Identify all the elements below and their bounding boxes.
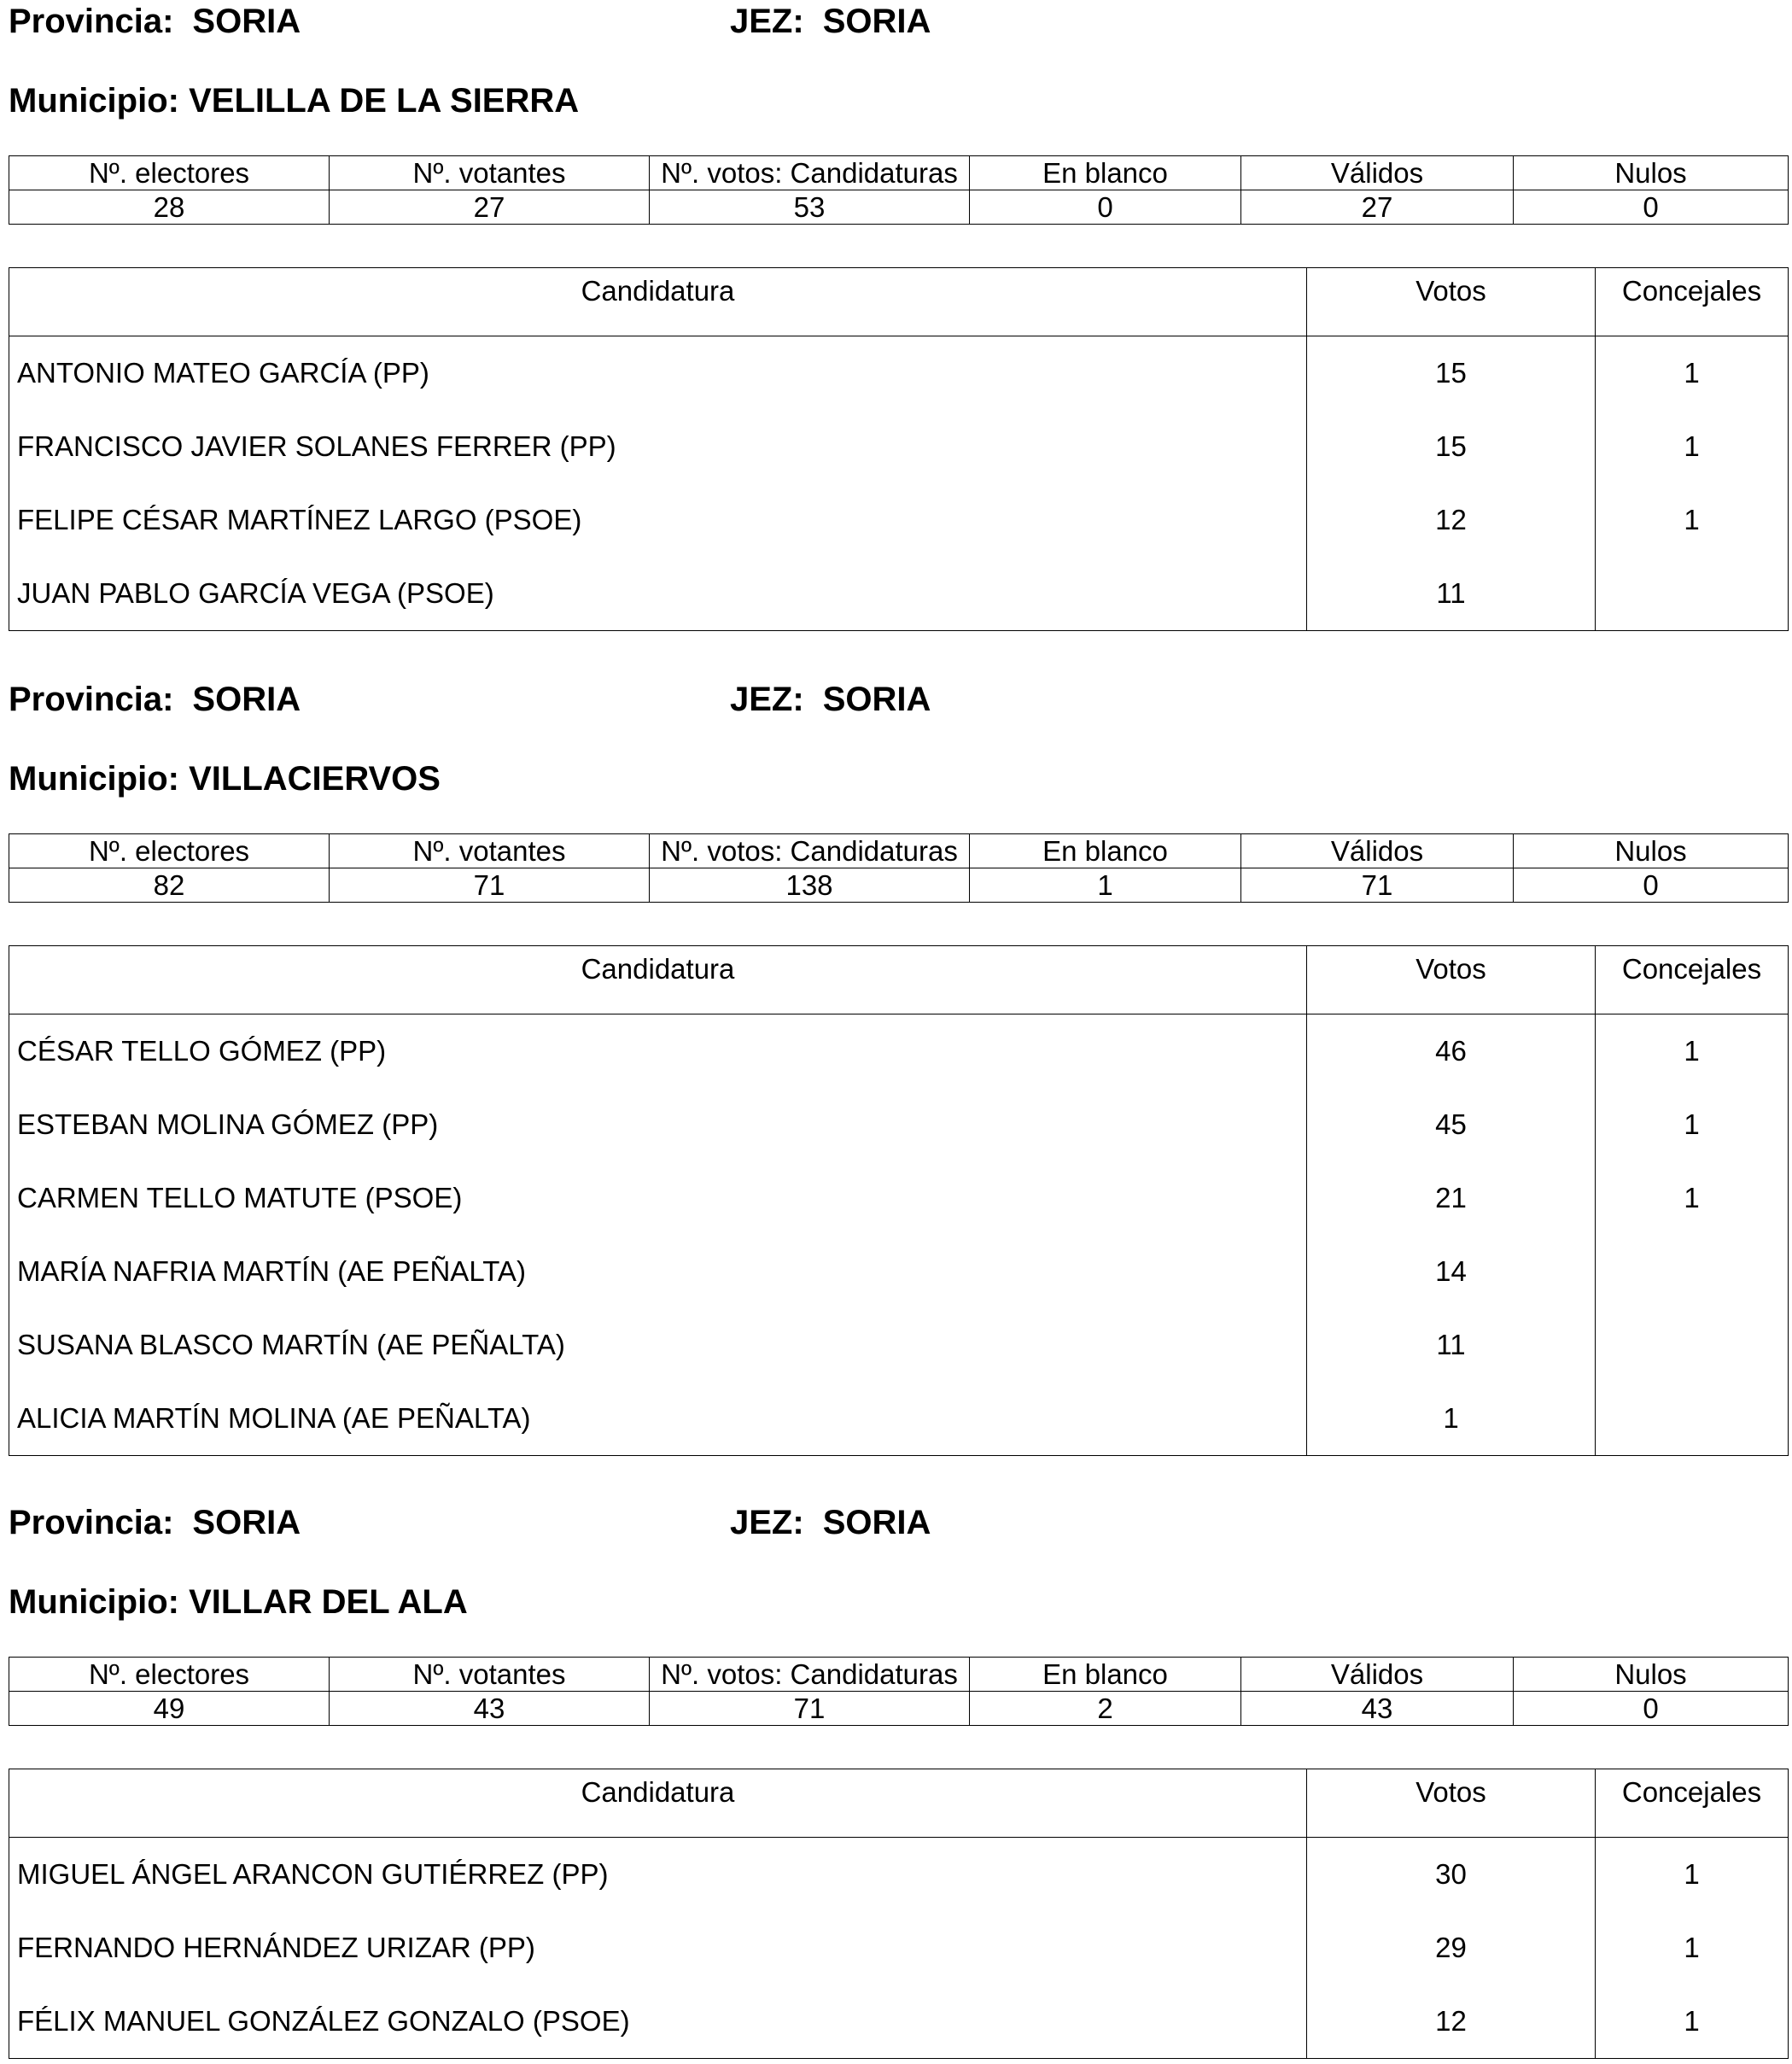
candidate-name: FERNANDO HERNÁNDEZ URIZAR (PP) [17,1932,535,1963]
municipio-value: VELILLA DE LA SIERRA [189,82,580,120]
municipio-value: VILLAR DEL ALA [189,1583,468,1621]
candidate-votos: 1 [1307,1382,1596,1456]
votos-header: Votos [1307,1769,1596,1838]
votos-candidaturas-header: Nº. votos: Candidaturas [650,1658,970,1692]
candidate-votos: 12 [1307,1985,1596,2059]
validos-value: 43 [1241,1692,1514,1726]
candidate-votos: 15 [1307,410,1596,483]
candidate-concejales [1596,1382,1789,1456]
candidate-name: MIGUEL ÁNGEL ARANCON GUTIÉRREZ (PP) [17,1858,609,1890]
candidate-row [9,1088,1789,1161]
candidate-votos: 21 [1307,1161,1596,1235]
candidate-name: JUAN PABLO GARCÍA VEGA (PSOE) [17,577,494,609]
candidate-row [9,1985,1789,2059]
votos-header: Votos [1307,946,1596,1014]
jez-label: JEZ: [730,681,804,718]
candidate-row [9,1161,1789,1235]
en-blanco-header: En blanco [970,834,1241,868]
votos-candidaturas-header: Nº. votos: Candidaturas [650,156,970,190]
candidate-name: CÉSAR TELLO GÓMEZ (PP) [17,1035,387,1067]
stats-header-row [9,1658,1789,1692]
jez-heading [730,1503,931,1542]
candidatura-header: Candidatura [9,946,1307,1014]
municipio-label: Municipio: [9,760,179,798]
en-blanco-header: En blanco [970,1658,1241,1692]
candidatura-header-row [9,268,1789,336]
electores-value: 82 [9,868,330,903]
votos-candidaturas-value: 71 [650,1692,970,1726]
candidate-name: ANTONIO MATEO GARCÍA (PP) [17,357,429,389]
candidate-concejales: 1 [1596,1014,1789,1089]
candidate-votos: 11 [1307,557,1596,631]
candidate-concejales: 1 [1596,1911,1789,1985]
candidate-votos: 15 [1307,336,1596,411]
en-blanco-value: 0 [970,190,1241,225]
votos-candidaturas-value: 53 [650,190,970,225]
candidatura-header: Candidatura [9,268,1307,336]
candidate-votos: 46 [1307,1014,1596,1089]
nulos-value: 0 [1514,1692,1789,1726]
votantes-value: 43 [330,1692,650,1726]
candidate-concejales: 1 [1596,336,1789,411]
candidate-row [9,1014,1789,1089]
stats-value-row [9,1692,1789,1726]
provincia-label: Provincia: [9,1504,174,1541]
stats-value-row [9,190,1789,225]
candidate-name: FRANCISCO JAVIER SOLANES FERRER (PP) [17,430,616,462]
stats-table [9,155,1789,225]
candidatura-table [9,267,1789,631]
nulos-header: Nulos [1514,156,1789,190]
provincia-value: SORIA [192,1504,301,1541]
jez-value: SORIA [822,3,931,40]
jez-value: SORIA [822,1504,931,1541]
candidatura-table [9,1769,1789,2059]
candidate-row [9,1382,1789,1456]
stats-table [9,833,1789,903]
candidate-row [9,1308,1789,1382]
jez-label: JEZ: [730,3,804,40]
electores-value: 49 [9,1692,330,1726]
concejales-header: Concejales [1596,268,1789,336]
validos-header: Válidos [1241,1658,1514,1692]
candidate-concejales [1596,1308,1789,1382]
candidate-name: ALICIA MARTÍN MOLINA (AE PEÑALTA) [17,1402,531,1434]
municipio-label: Municipio: [9,1583,179,1621]
provincia-heading [9,1503,301,1542]
candidate-row [9,410,1789,483]
nulos-header: Nulos [1514,834,1789,868]
nulos-value: 0 [1514,868,1789,903]
provincia-heading [9,680,301,719]
provincia-label: Provincia: [9,681,174,718]
candidatura-header: Candidatura [9,1769,1307,1838]
en-blanco-header: En blanco [970,156,1241,190]
votos-header: Votos [1307,268,1596,336]
concejales-header: Concejales [1596,1769,1789,1838]
candidate-row [9,557,1789,631]
municipio-heading [9,759,441,798]
validos-header: Válidos [1241,156,1514,190]
en-blanco-value: 2 [970,1692,1241,1726]
candidate-row [9,1911,1789,1985]
candidatura-header-row [9,946,1789,1014]
municipio-label: Municipio: [9,82,179,120]
candidate-row [9,1235,1789,1308]
candidate-name: CARMEN TELLO MATUTE (PSOE) [17,1182,463,1213]
en-blanco-value: 1 [970,868,1241,903]
jez-value: SORIA [822,681,931,718]
candidate-name: FÉLIX MANUEL GONZÁLEZ GONZALO (PSOE) [17,2005,630,2037]
candidate-concejales: 1 [1596,1838,1789,1912]
candidate-concejales: 1 [1596,483,1789,557]
nulos-header: Nulos [1514,1658,1789,1692]
provincia-label: Provincia: [9,3,174,40]
nulos-value: 0 [1514,190,1789,225]
votantes-value: 71 [330,868,650,903]
candidate-concejales [1596,1235,1789,1308]
candidate-row [9,336,1789,411]
candidate-votos: 29 [1307,1911,1596,1985]
candidate-votos: 30 [1307,1838,1596,1912]
candidate-concejales: 1 [1596,1985,1789,2059]
jez-heading [730,2,931,41]
stats-header-row [9,156,1789,190]
candidatura-header-row [9,1769,1789,1838]
candidate-concejales: 1 [1596,1161,1789,1235]
votantes-header: Nº. votantes [330,156,650,190]
votos-candidaturas-value: 138 [650,868,970,903]
concejales-header: Concejales [1596,946,1789,1014]
municipio-heading [9,81,579,120]
candidate-votos: 45 [1307,1088,1596,1161]
provincia-value: SORIA [192,681,301,718]
stats-value-row [9,868,1789,903]
candidate-concejales: 1 [1596,410,1789,483]
candidate-votos: 11 [1307,1308,1596,1382]
provincia-heading [9,2,301,41]
electores-value: 28 [9,190,330,225]
candidate-votos: 14 [1307,1235,1596,1308]
votantes-header: Nº. votantes [330,834,650,868]
votantes-header: Nº. votantes [330,1658,650,1692]
jez-label: JEZ: [730,1504,804,1541]
municipio-heading [9,1582,468,1622]
electores-header: Nº. electores [9,1658,330,1692]
candidate-name: ESTEBAN MOLINA GÓMEZ (PP) [17,1108,439,1140]
candidate-name: FELIPE CÉSAR MARTÍNEZ LARGO (PSOE) [17,504,582,535]
candidate-concejales [1596,557,1789,631]
validos-value: 71 [1241,868,1514,903]
electores-header: Nº. electores [9,156,330,190]
validos-header: Válidos [1241,834,1514,868]
stats-header-row [9,834,1789,868]
candidate-name: MARÍA NAFRIA MARTÍN (AE PEÑALTA) [17,1255,526,1287]
jez-heading [730,680,931,719]
candidate-votos: 12 [1307,483,1596,557]
candidate-concejales: 1 [1596,1088,1789,1161]
provincia-value: SORIA [192,3,301,40]
stats-table [9,1657,1789,1726]
candidatura-table [9,945,1789,1456]
candidate-row [9,1838,1789,1912]
candidate-row [9,483,1789,557]
validos-value: 27 [1241,190,1514,225]
municipio-value: VILLACIERVOS [189,760,441,798]
votantes-value: 27 [330,190,650,225]
electores-header: Nº. electores [9,834,330,868]
votos-candidaturas-header: Nº. votos: Candidaturas [650,834,970,868]
candidate-name: SUSANA BLASCO MARTÍN (AE PEÑALTA) [17,1329,565,1360]
